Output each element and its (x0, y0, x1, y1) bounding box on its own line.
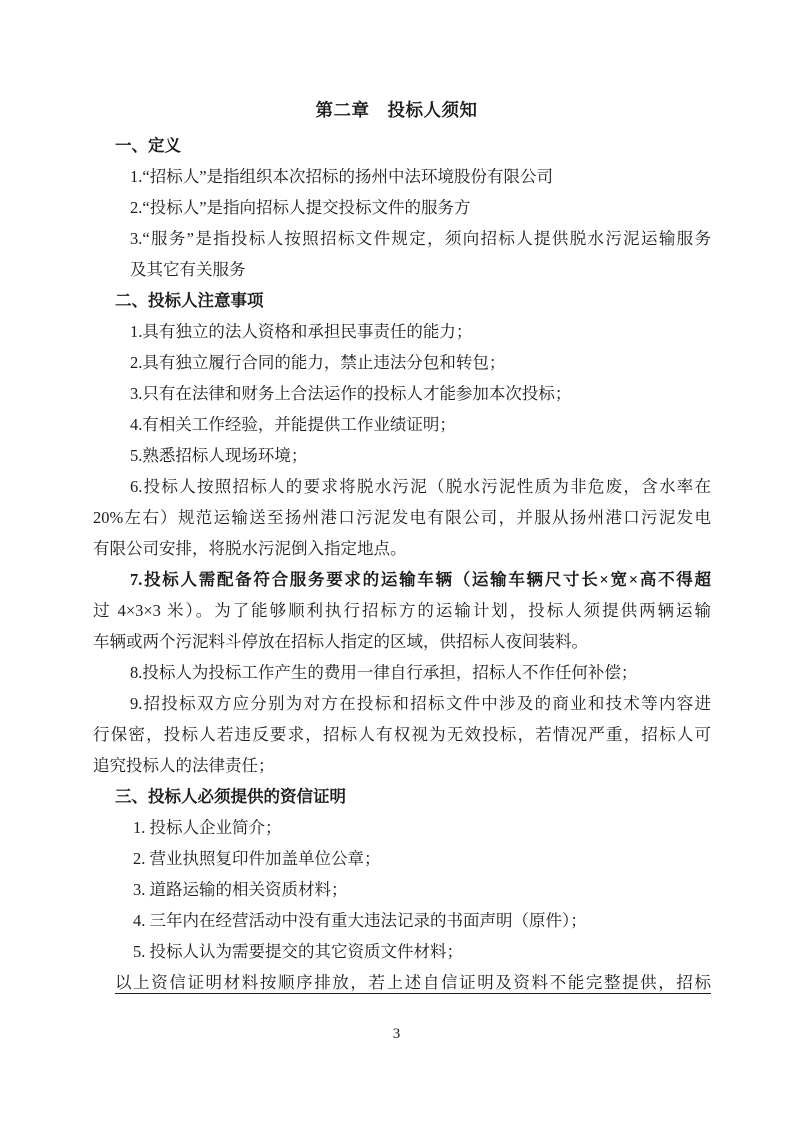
credential-item-2: 2. 营业执照复印件加盖单位公章； (133, 849, 381, 868)
section-heading-definitions: 一、定义 (115, 136, 181, 155)
credential-item-1: 1. 投标人企业简介； (133, 818, 282, 837)
section-heading-credentials: 三、投标人必须提供的资信证明 (115, 787, 346, 806)
credential-item-5: 5. 投标人认为需要提交的其它资质文件材料； (133, 942, 463, 961)
note-item-6-cont-1: 20%左右）规范运输送至扬州港口污泥发电有限公司，并服从扬州港口污泥发电 (93, 508, 711, 527)
note-item-2: 2.具有独立履行合同的能力，禁止违法分包和转包； (130, 353, 506, 372)
credentials-closing-note: 以上资信证明材料按顺序排放，若上述自信证明及资料不能完整提供，招标 (115, 973, 711, 992)
note-item-6-cont-2: 有限公司安排，将脱水污泥倒入指定地点。 (93, 539, 407, 558)
note-item-9-cont-2: 追究投标人的法律责任； (93, 756, 275, 775)
note-item-7-cont-1: 过 4×3×3 米）。为了能够顺利执行招标方的运输计划，投标人须提供两辆运输 (93, 601, 711, 620)
credential-item-3: 3. 道路运输的相关资质材料； (133, 880, 348, 899)
chapter-title: 第二章 投标人须知 (315, 100, 478, 120)
note-item-6: 6.投标人按照招标人的要求将脱水污泥（脱水污泥性质为非危废，含水率在 (130, 477, 711, 496)
page-number: 3 (392, 1026, 401, 1042)
note-item-3: 3.只有在法律和财务上合法运作的投标人才能参加本次投标； (130, 384, 572, 403)
note-item-4: 4.有相关工作经验，并能提供工作业绩证明； (130, 415, 456, 434)
credential-item-4: 4. 三年内在经营活动中没有重大违法记录的书面声明（原件）； (133, 911, 587, 930)
note-item-7: 7.投标人需配备符合服务要求的运输车辆（运输车辆尺寸长×宽×高不得超 (130, 570, 711, 589)
definition-item-3: 3.“服务”是指投标人按照招标文件规定，须向招标人提供脱水污泥运输服务 (130, 229, 711, 248)
section-heading-bidder-notes: 二、投标人注意事项 (115, 291, 264, 310)
note-item-9-cont-1: 行保密，投标人若违反要求，招标人有权视为无效投标，若情况严重，招标人可 (93, 725, 711, 744)
definition-item-2: 2.“投标人”是指向招标人提交投标文件的服务方 (130, 198, 471, 217)
note-item-5: 5.熟悉招标人现场环境； (130, 446, 308, 465)
document-body (93, 130, 711, 998)
definition-item-3-cont: 及其它有关服务 (130, 260, 246, 279)
note-item-7-cont-2: 车辆或两个污泥料斗停放在招标人指定的区域，供招标人夜间装料。 (93, 632, 588, 651)
note-item-9: 9.招投标双方应分别为对方在投标和招标文件中涉及的商业和技术等内容进 (130, 694, 711, 713)
note-item-1: 1.具有独立的法人资格和承担民事责任的能力； (130, 322, 473, 341)
note-item-8: 8.投标人为投标工作产生的费用一律自行承担，招标人不作任何补偿； (130, 663, 638, 682)
definition-item-1: 1.“招标人”是指组织本次招标的扬州中法环境股份有限公司 (130, 167, 554, 186)
